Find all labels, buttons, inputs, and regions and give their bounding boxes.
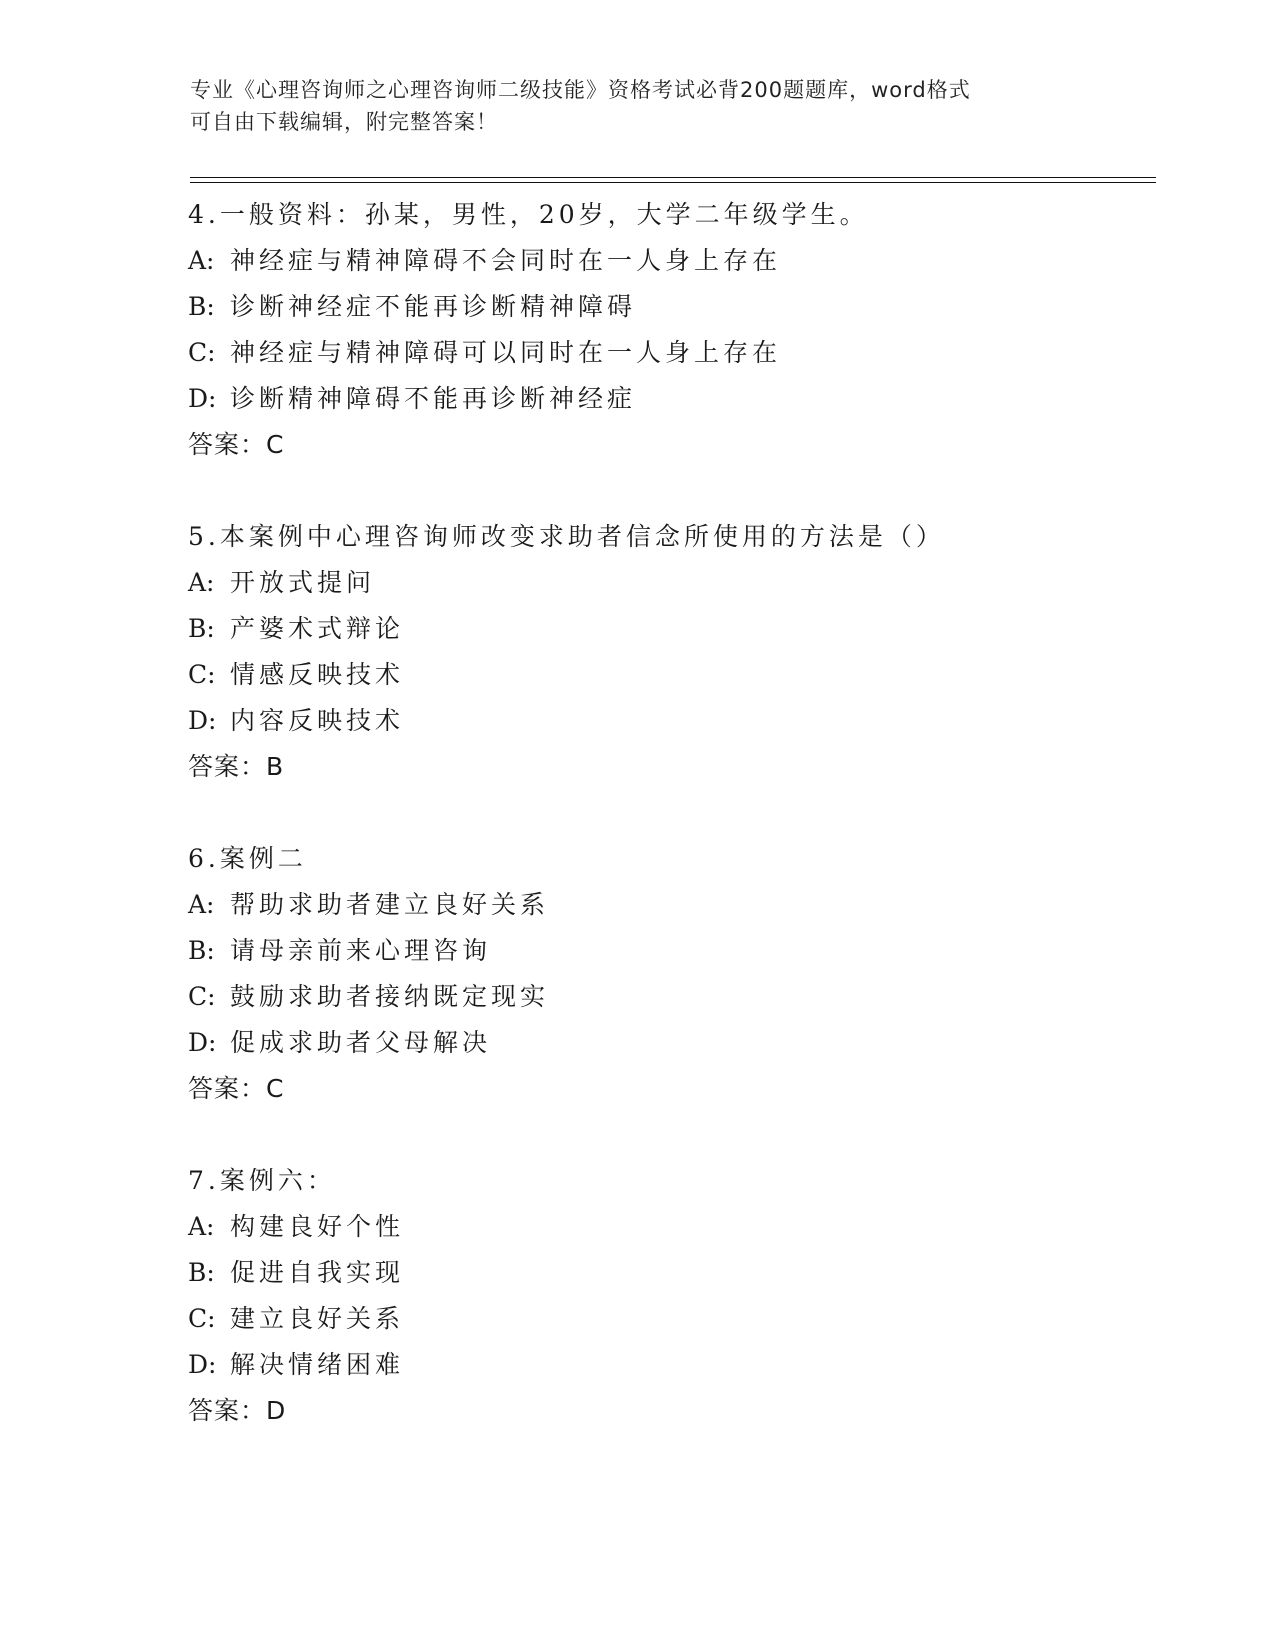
question-stem: 5.本案例中心理咨询师改变求助者信念所使用的方法是（） <box>188 522 945 551</box>
option-c <box>188 974 1148 1020</box>
option-text: 促成求助者父母解决 <box>230 1028 492 1057</box>
answer-line: 答案：C <box>188 1074 285 1103</box>
document-header <box>190 74 1070 138</box>
option-c <box>188 330 1148 376</box>
option-d <box>188 698 1148 744</box>
option-letter: C: <box>188 338 216 367</box>
option-text: 开放式提问 <box>230 568 376 597</box>
option-letter: A: <box>188 1212 215 1241</box>
option-text: 帮助求助者建立良好关系 <box>230 890 550 919</box>
option-d <box>188 1342 1148 1388</box>
option-text: 诊断精神障碍不能再诊断神经症 <box>230 384 637 413</box>
option-letter: B: <box>188 614 215 643</box>
option-letter: A: <box>188 246 215 275</box>
option-text: 建立良好关系 <box>230 1304 405 1333</box>
option-text: 鼓励求助者接纳既定现实 <box>230 982 550 1011</box>
option-text: 解决情绪困难 <box>230 1350 405 1379</box>
option-a <box>188 882 1148 928</box>
option-letter: D: <box>188 1350 217 1379</box>
option-a <box>188 1204 1148 1250</box>
question-block <box>188 1158 1148 1434</box>
option-text: 神经症与精神障碍不会同时在一人身上存在 <box>230 246 782 275</box>
header-divider-top <box>190 177 1156 178</box>
answer-line: 答案：B <box>188 752 285 781</box>
question-block <box>188 836 1148 1112</box>
option-letter: A: <box>188 890 215 919</box>
option-a <box>188 560 1148 606</box>
option-letter: A: <box>188 568 215 597</box>
option-letter: D: <box>188 384 217 413</box>
option-text: 内容反映技术 <box>230 706 405 735</box>
answer-line: 答案：D <box>188 1396 287 1425</box>
header-divider-bottom <box>190 182 1156 183</box>
option-d <box>188 1020 1148 1066</box>
option-b <box>188 284 1148 330</box>
option-a <box>188 238 1148 284</box>
question-list <box>188 192 1148 1480</box>
question-stem: 4.一般资料：孙某，男性，20岁，大学二年级学生。 <box>188 200 869 229</box>
option-letter: C: <box>188 982 216 1011</box>
option-letter: C: <box>188 660 216 689</box>
option-text: 请母亲前来心理咨询 <box>230 936 492 965</box>
question-block <box>188 514 1148 790</box>
option-letter: D: <box>188 706 217 735</box>
question-stem: 7.案例六： <box>188 1166 336 1195</box>
option-letter: B: <box>188 1258 215 1287</box>
option-c <box>188 652 1148 698</box>
option-letter: C: <box>188 1304 216 1333</box>
option-letter: B: <box>188 936 215 965</box>
option-b <box>188 928 1148 974</box>
option-text: 情感反映技术 <box>230 660 405 689</box>
option-text: 构建良好个性 <box>230 1212 405 1241</box>
option-text: 诊断神经症不能再诊断精神障碍 <box>230 292 637 321</box>
option-d <box>188 376 1148 422</box>
question-block <box>188 192 1148 468</box>
option-letter: B: <box>188 292 215 321</box>
header-title-line-2: 可自由下载编辑，附完整答案！ <box>190 110 498 134</box>
option-text: 神经症与精神障碍可以同时在一人身上存在 <box>230 338 782 367</box>
option-text: 产婆术式辩论 <box>230 614 405 643</box>
option-letter: D: <box>188 1028 217 1057</box>
option-text: 促进自我实现 <box>230 1258 405 1287</box>
option-c <box>188 1296 1148 1342</box>
answer-line: 答案：C <box>188 430 285 459</box>
option-b <box>188 1250 1148 1296</box>
option-b <box>188 606 1148 652</box>
question-stem: 6.案例二 <box>188 844 307 873</box>
header-title-line-1: 专业《心理咨询师之心理咨询师二级技能》资格考试必背200题题库，word格式 <box>190 78 971 102</box>
